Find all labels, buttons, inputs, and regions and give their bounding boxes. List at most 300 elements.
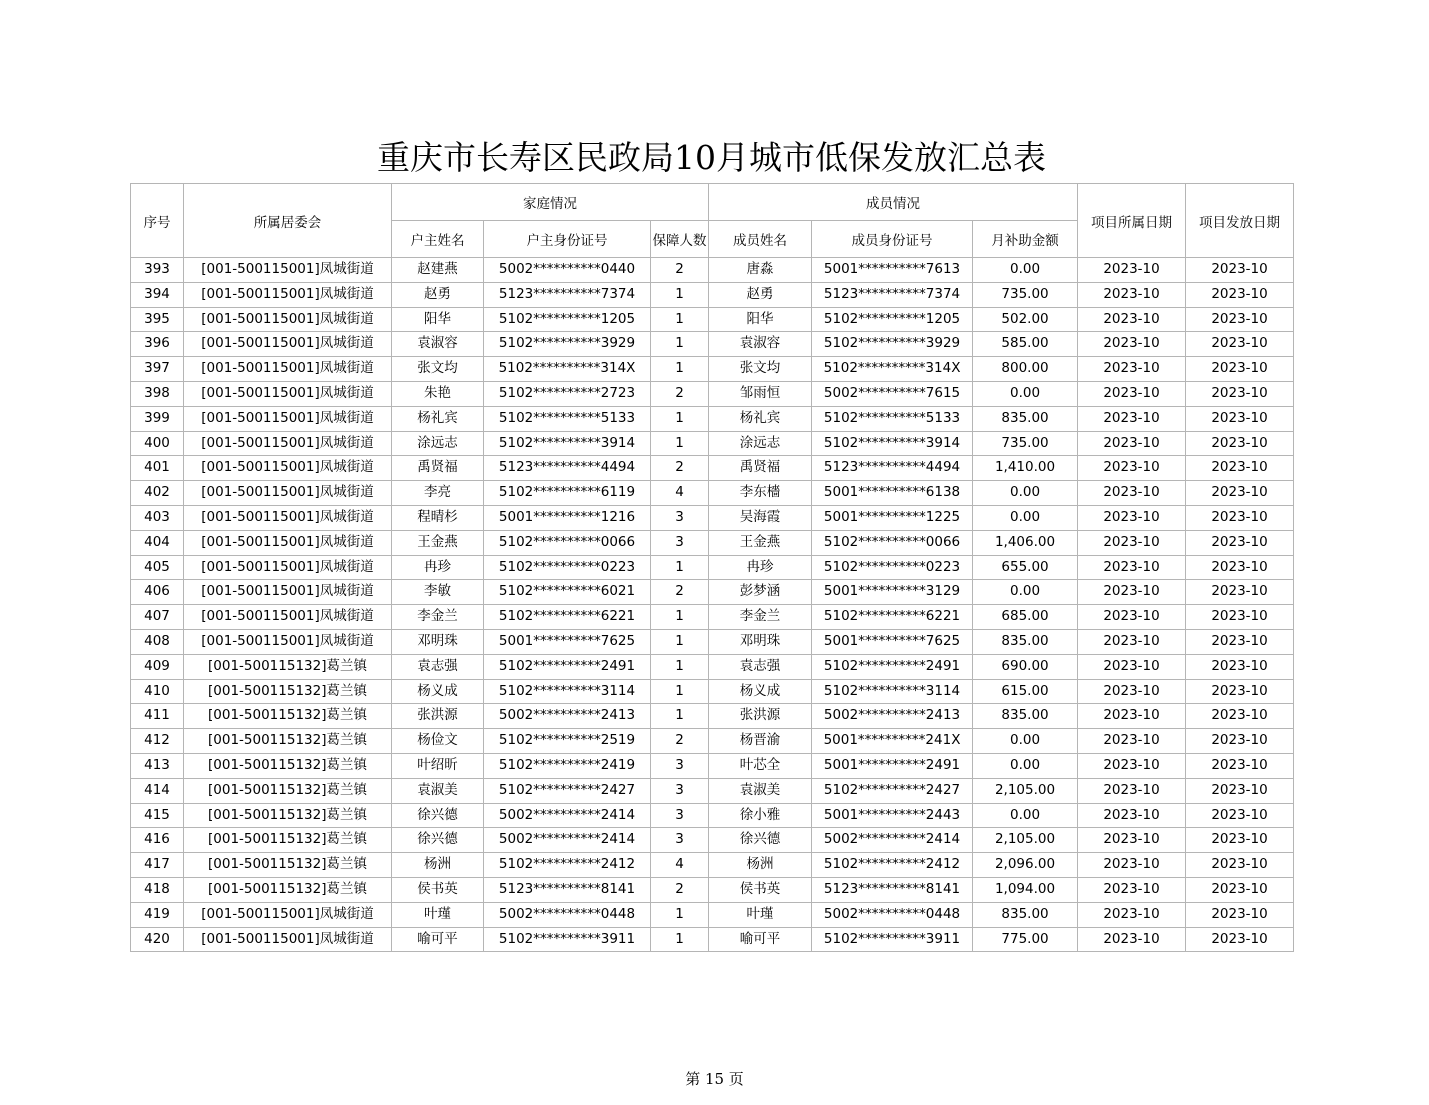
header-member-id: 成员身份证号 xyxy=(812,221,973,258)
project-date-cell: 2023-10 xyxy=(1078,778,1186,803)
table-row xyxy=(131,456,1294,481)
insured-count-cell: 2 xyxy=(651,381,709,406)
member-id-cell: 5123**********7374 xyxy=(812,282,973,307)
head-id-cell: 5102**********6221 xyxy=(484,605,651,630)
head-id-cell: 5102**********6119 xyxy=(484,481,651,506)
monthly-amount-cell: 835.00 xyxy=(973,902,1078,927)
monthly-amount-cell: 2,105.00 xyxy=(973,778,1078,803)
project-date-cell: 2023-10 xyxy=(1078,853,1186,878)
header-head-name: 户主姓名 xyxy=(392,221,484,258)
seq-cell: 402 xyxy=(131,481,184,506)
committee-cell: [001-500115001]凤城街道 xyxy=(184,605,392,630)
seq-cell: 417 xyxy=(131,853,184,878)
table-body xyxy=(131,258,1294,952)
committee-cell: [001-500115001]凤城街道 xyxy=(184,629,392,654)
head-name-cell: 徐兴德 xyxy=(392,803,484,828)
monthly-amount-cell: 615.00 xyxy=(973,679,1078,704)
committee-cell: [001-500115001]凤城街道 xyxy=(184,555,392,580)
project-date-cell: 2023-10 xyxy=(1078,555,1186,580)
project-date-cell: 2023-10 xyxy=(1078,258,1186,283)
seq-cell: 415 xyxy=(131,803,184,828)
insured-count-cell: 2 xyxy=(651,877,709,902)
head-id-cell: 5123**********8141 xyxy=(484,877,651,902)
insured-count-cell: 4 xyxy=(651,481,709,506)
member-id-cell: 5001**********7613 xyxy=(812,258,973,283)
committee-cell: [001-500115001]凤城街道 xyxy=(184,530,392,555)
project-date-cell: 2023-10 xyxy=(1078,381,1186,406)
head-id-cell: 5001**********7625 xyxy=(484,629,651,654)
member-id-cell: 5001**********241X xyxy=(812,729,973,754)
committee-cell: [001-500115132]葛兰镇 xyxy=(184,679,392,704)
member-name-cell: 杨晋渝 xyxy=(709,729,812,754)
monthly-amount-cell: 0.00 xyxy=(973,258,1078,283)
project-date-cell: 2023-10 xyxy=(1078,307,1186,332)
seq-cell: 411 xyxy=(131,704,184,729)
release-date-cell: 2023-10 xyxy=(1186,778,1294,803)
committee-cell: [001-500115001]凤城街道 xyxy=(184,431,392,456)
monthly-amount-cell: 0.00 xyxy=(973,803,1078,828)
project-date-cell: 2023-10 xyxy=(1078,927,1186,952)
page-number: 第 15 页 xyxy=(685,1070,744,1088)
seq-cell: 419 xyxy=(131,902,184,927)
committee-cell: [001-500115001]凤城街道 xyxy=(184,406,392,431)
member-name-cell: 喻可平 xyxy=(709,927,812,952)
member-id-cell: 5002**********0448 xyxy=(812,902,973,927)
seq-cell: 405 xyxy=(131,555,184,580)
project-date-cell: 2023-10 xyxy=(1078,357,1186,382)
head-id-cell: 5123**********4494 xyxy=(484,456,651,481)
committee-cell: [001-500115001]凤城街道 xyxy=(184,357,392,382)
insured-count-cell: 2 xyxy=(651,456,709,481)
member-id-cell: 5102**********1205 xyxy=(812,307,973,332)
head-name-cell: 杨义成 xyxy=(392,679,484,704)
monthly-amount-cell: 835.00 xyxy=(973,704,1078,729)
committee-cell: [001-500115001]凤城街道 xyxy=(184,927,392,952)
release-date-cell: 2023-10 xyxy=(1186,877,1294,902)
project-date-cell: 2023-10 xyxy=(1078,406,1186,431)
release-date-cell: 2023-10 xyxy=(1186,357,1294,382)
release-date-cell: 2023-10 xyxy=(1186,902,1294,927)
release-date-cell: 2023-10 xyxy=(1186,803,1294,828)
header-insured-count: 保障人数 xyxy=(651,221,709,258)
release-date-cell: 2023-10 xyxy=(1186,381,1294,406)
table-row xyxy=(131,307,1294,332)
release-date-cell: 2023-10 xyxy=(1186,679,1294,704)
project-date-cell: 2023-10 xyxy=(1078,828,1186,853)
head-id-cell: 5102**********1205 xyxy=(484,307,651,332)
seq-cell: 398 xyxy=(131,381,184,406)
member-name-cell: 侯书英 xyxy=(709,877,812,902)
table-row xyxy=(131,605,1294,630)
committee-cell: [001-500115001]凤城街道 xyxy=(184,580,392,605)
head-name-cell: 张洪源 xyxy=(392,704,484,729)
member-name-cell: 赵勇 xyxy=(709,282,812,307)
insured-count-cell: 3 xyxy=(651,753,709,778)
member-id-cell: 5102**********0066 xyxy=(812,530,973,555)
member-name-cell: 张文均 xyxy=(709,357,812,382)
seq-cell: 397 xyxy=(131,357,184,382)
header-family-group: 家庭情况 xyxy=(392,184,709,221)
member-name-cell: 袁淑容 xyxy=(709,332,812,357)
head-id-cell: 5102**********3911 xyxy=(484,927,651,952)
head-id-cell: 5102**********2491 xyxy=(484,654,651,679)
committee-cell: [001-500115001]凤城街道 xyxy=(184,456,392,481)
table-row xyxy=(131,431,1294,456)
table-row xyxy=(131,282,1294,307)
member-name-cell: 袁志强 xyxy=(709,654,812,679)
head-id-cell: 5002**********0440 xyxy=(484,258,651,283)
committee-cell: [001-500115001]凤城街道 xyxy=(184,481,392,506)
member-name-cell: 杨礼宾 xyxy=(709,406,812,431)
member-name-cell: 阳华 xyxy=(709,307,812,332)
committee-cell: [001-500115132]葛兰镇 xyxy=(184,828,392,853)
head-id-cell: 5002**********2414 xyxy=(484,803,651,828)
member-name-cell: 李东檣 xyxy=(709,481,812,506)
member-name-cell: 邹雨恒 xyxy=(709,381,812,406)
head-id-cell: 5102**********5133 xyxy=(484,406,651,431)
head-name-cell: 叶瑾 xyxy=(392,902,484,927)
head-id-cell: 5102**********3914 xyxy=(484,431,651,456)
seq-cell: 409 xyxy=(131,654,184,679)
head-name-cell: 袁淑容 xyxy=(392,332,484,357)
committee-cell: [001-500115132]葛兰镇 xyxy=(184,877,392,902)
table-row xyxy=(131,381,1294,406)
member-id-cell: 5001**********7625 xyxy=(812,629,973,654)
summary-table xyxy=(130,183,1294,952)
committee-cell: [001-500115132]葛兰镇 xyxy=(184,853,392,878)
insured-count-cell: 1 xyxy=(651,679,709,704)
member-name-cell: 徐小雅 xyxy=(709,803,812,828)
seq-cell: 420 xyxy=(131,927,184,952)
member-name-cell: 袁淑美 xyxy=(709,778,812,803)
insured-count-cell: 3 xyxy=(651,803,709,828)
release-date-cell: 2023-10 xyxy=(1186,406,1294,431)
monthly-amount-cell: 0.00 xyxy=(973,381,1078,406)
insured-count-cell: 1 xyxy=(651,704,709,729)
head-name-cell: 杨洲 xyxy=(392,853,484,878)
header-monthly-amount: 月补助金额 xyxy=(973,221,1078,258)
seq-cell: 412 xyxy=(131,729,184,754)
member-id-cell: 5002**********7615 xyxy=(812,381,973,406)
monthly-amount-cell: 0.00 xyxy=(973,580,1078,605)
project-date-cell: 2023-10 xyxy=(1078,803,1186,828)
head-name-cell: 叶绍昕 xyxy=(392,753,484,778)
member-id-cell: 5001**********2443 xyxy=(812,803,973,828)
project-date-cell: 2023-10 xyxy=(1078,877,1186,902)
table-row xyxy=(131,481,1294,506)
member-id-cell: 5102**********3914 xyxy=(812,431,973,456)
header-project-date: 项目所属日期 xyxy=(1078,184,1186,258)
head-name-cell: 李敏 xyxy=(392,580,484,605)
member-name-cell: 杨洲 xyxy=(709,853,812,878)
head-name-cell: 阳华 xyxy=(392,307,484,332)
project-date-cell: 2023-10 xyxy=(1078,580,1186,605)
insured-count-cell: 3 xyxy=(651,828,709,853)
release-date-cell: 2023-10 xyxy=(1186,282,1294,307)
member-id-cell: 5001**********2491 xyxy=(812,753,973,778)
seq-cell: 396 xyxy=(131,332,184,357)
member-name-cell: 涂远志 xyxy=(709,431,812,456)
monthly-amount-cell: 775.00 xyxy=(973,927,1078,952)
monthly-amount-cell: 585.00 xyxy=(973,332,1078,357)
member-id-cell: 5102**********2491 xyxy=(812,654,973,679)
member-id-cell: 5001**********1225 xyxy=(812,505,973,530)
seq-cell: 413 xyxy=(131,753,184,778)
project-date-cell: 2023-10 xyxy=(1078,704,1186,729)
project-date-cell: 2023-10 xyxy=(1078,332,1186,357)
table-row xyxy=(131,902,1294,927)
seq-cell: 395 xyxy=(131,307,184,332)
release-date-cell: 2023-10 xyxy=(1186,431,1294,456)
table-row xyxy=(131,877,1294,902)
release-date-cell: 2023-10 xyxy=(1186,704,1294,729)
member-name-cell: 杨义成 xyxy=(709,679,812,704)
committee-cell: [001-500115132]葛兰镇 xyxy=(184,704,392,729)
monthly-amount-cell: 0.00 xyxy=(973,729,1078,754)
insured-count-cell: 2 xyxy=(651,729,709,754)
insured-count-cell: 1 xyxy=(651,406,709,431)
header-release-date: 项目发放日期 xyxy=(1186,184,1294,258)
table-row xyxy=(131,332,1294,357)
member-name-cell: 李金兰 xyxy=(709,605,812,630)
table-row xyxy=(131,580,1294,605)
project-date-cell: 2023-10 xyxy=(1078,679,1186,704)
head-name-cell: 袁志强 xyxy=(392,654,484,679)
member-name-cell: 叶芯全 xyxy=(709,753,812,778)
seq-cell: 400 xyxy=(131,431,184,456)
member-name-cell: 禹贤福 xyxy=(709,456,812,481)
seq-cell: 404 xyxy=(131,530,184,555)
head-id-cell: 5002**********0448 xyxy=(484,902,651,927)
monthly-amount-cell: 655.00 xyxy=(973,555,1078,580)
head-id-cell: 5102**********314X xyxy=(484,357,651,382)
head-id-cell: 5102**********0223 xyxy=(484,555,651,580)
seq-cell: 408 xyxy=(131,629,184,654)
member-name-cell: 邓明珠 xyxy=(709,629,812,654)
header-seq: 序号 xyxy=(131,184,184,258)
table-row xyxy=(131,629,1294,654)
release-date-cell: 2023-10 xyxy=(1186,654,1294,679)
monthly-amount-cell: 835.00 xyxy=(973,629,1078,654)
committee-cell: [001-500115001]凤城街道 xyxy=(184,307,392,332)
insured-count-cell: 1 xyxy=(651,605,709,630)
table-row xyxy=(131,258,1294,283)
head-name-cell: 冉珍 xyxy=(392,555,484,580)
table-row xyxy=(131,803,1294,828)
member-id-cell: 5102**********6221 xyxy=(812,605,973,630)
member-id-cell: 5123**********8141 xyxy=(812,877,973,902)
monthly-amount-cell: 1,410.00 xyxy=(973,456,1078,481)
head-name-cell: 王金燕 xyxy=(392,530,484,555)
committee-cell: [001-500115132]葛兰镇 xyxy=(184,778,392,803)
insured-count-cell: 4 xyxy=(651,853,709,878)
project-date-cell: 2023-10 xyxy=(1078,629,1186,654)
seq-cell: 401 xyxy=(131,456,184,481)
member-name-cell: 唐淼 xyxy=(709,258,812,283)
seq-cell: 407 xyxy=(131,605,184,630)
committee-cell: [001-500115001]凤城街道 xyxy=(184,282,392,307)
insured-count-cell: 3 xyxy=(651,530,709,555)
seq-cell: 410 xyxy=(131,679,184,704)
member-id-cell: 5102**********3114 xyxy=(812,679,973,704)
release-date-cell: 2023-10 xyxy=(1186,753,1294,778)
head-id-cell: 5102**********3929 xyxy=(484,332,651,357)
member-name-cell: 徐兴德 xyxy=(709,828,812,853)
header-member-name: 成员姓名 xyxy=(709,221,812,258)
insured-count-cell: 2 xyxy=(651,258,709,283)
head-id-cell: 5102**********2419 xyxy=(484,753,651,778)
head-id-cell: 5102**********2723 xyxy=(484,381,651,406)
project-date-cell: 2023-10 xyxy=(1078,456,1186,481)
seq-cell: 418 xyxy=(131,877,184,902)
release-date-cell: 2023-10 xyxy=(1186,481,1294,506)
head-id-cell: 5002**********2413 xyxy=(484,704,651,729)
insured-count-cell: 3 xyxy=(651,505,709,530)
head-id-cell: 5102**********3114 xyxy=(484,679,651,704)
release-date-cell: 2023-10 xyxy=(1186,853,1294,878)
monthly-amount-cell: 835.00 xyxy=(973,406,1078,431)
project-date-cell: 2023-10 xyxy=(1078,902,1186,927)
seq-cell: 394 xyxy=(131,282,184,307)
insured-count-cell: 3 xyxy=(651,778,709,803)
head-name-cell: 赵建燕 xyxy=(392,258,484,283)
member-name-cell: 张洪源 xyxy=(709,704,812,729)
insured-count-cell: 1 xyxy=(651,431,709,456)
head-id-cell: 5001**********1216 xyxy=(484,505,651,530)
monthly-amount-cell: 1,406.00 xyxy=(973,530,1078,555)
committee-cell: [001-500115001]凤城街道 xyxy=(184,381,392,406)
monthly-amount-cell: 685.00 xyxy=(973,605,1078,630)
head-id-cell: 5102**********2412 xyxy=(484,853,651,878)
member-id-cell: 5102**********2412 xyxy=(812,853,973,878)
insured-count-cell: 1 xyxy=(651,555,709,580)
table-row xyxy=(131,679,1294,704)
table-row xyxy=(131,729,1294,754)
head-name-cell: 徐兴德 xyxy=(392,828,484,853)
release-date-cell: 2023-10 xyxy=(1186,605,1294,630)
monthly-amount-cell: 0.00 xyxy=(973,753,1078,778)
head-id-cell: 5102**********2519 xyxy=(484,729,651,754)
member-id-cell: 5102**********3929 xyxy=(812,332,973,357)
head-id-cell: 5102**********2427 xyxy=(484,778,651,803)
monthly-amount-cell: 0.00 xyxy=(973,481,1078,506)
table-row xyxy=(131,927,1294,952)
member-id-cell: 5002**********2413 xyxy=(812,704,973,729)
member-id-cell: 5002**********2414 xyxy=(812,828,973,853)
table-row xyxy=(131,753,1294,778)
member-name-cell: 彭梦涵 xyxy=(709,580,812,605)
monthly-amount-cell: 735.00 xyxy=(973,282,1078,307)
release-date-cell: 2023-10 xyxy=(1186,828,1294,853)
member-name-cell: 王金燕 xyxy=(709,530,812,555)
head-name-cell: 李亮 xyxy=(392,481,484,506)
head-name-cell: 张文均 xyxy=(392,357,484,382)
committee-cell: [001-500115132]葛兰镇 xyxy=(184,729,392,754)
release-date-cell: 2023-10 xyxy=(1186,307,1294,332)
project-date-cell: 2023-10 xyxy=(1078,431,1186,456)
table-row xyxy=(131,406,1294,431)
project-date-cell: 2023-10 xyxy=(1078,753,1186,778)
project-date-cell: 2023-10 xyxy=(1078,505,1186,530)
insured-count-cell: 1 xyxy=(651,654,709,679)
seq-cell: 416 xyxy=(131,828,184,853)
release-date-cell: 2023-10 xyxy=(1186,629,1294,654)
head-id-cell: 5123**********7374 xyxy=(484,282,651,307)
seq-cell: 406 xyxy=(131,580,184,605)
member-id-cell: 5102**********3911 xyxy=(812,927,973,952)
head-name-cell: 袁淑美 xyxy=(392,778,484,803)
release-date-cell: 2023-10 xyxy=(1186,456,1294,481)
release-date-cell: 2023-10 xyxy=(1186,555,1294,580)
table-row xyxy=(131,704,1294,729)
monthly-amount-cell: 735.00 xyxy=(973,431,1078,456)
table-row xyxy=(131,654,1294,679)
header-member-group: 成员情况 xyxy=(709,184,1078,221)
insured-count-cell: 1 xyxy=(651,307,709,332)
head-name-cell: 涂远志 xyxy=(392,431,484,456)
seq-cell: 393 xyxy=(131,258,184,283)
head-name-cell: 朱艳 xyxy=(392,381,484,406)
header-committee: 所属居委会 xyxy=(184,184,392,258)
table-row xyxy=(131,555,1294,580)
table-row xyxy=(131,828,1294,853)
head-name-cell: 侯书英 xyxy=(392,877,484,902)
monthly-amount-cell: 1,094.00 xyxy=(973,877,1078,902)
head-name-cell: 程晴杉 xyxy=(392,505,484,530)
release-date-cell: 2023-10 xyxy=(1186,258,1294,283)
seq-cell: 403 xyxy=(131,505,184,530)
committee-cell: [001-500115001]凤城街道 xyxy=(184,505,392,530)
insured-count-cell: 1 xyxy=(651,332,709,357)
release-date-cell: 2023-10 xyxy=(1186,729,1294,754)
insured-count-cell: 1 xyxy=(651,282,709,307)
insured-count-cell: 1 xyxy=(651,357,709,382)
release-date-cell: 2023-10 xyxy=(1186,332,1294,357)
table-row xyxy=(131,530,1294,555)
table-row xyxy=(131,357,1294,382)
member-id-cell: 5102**********314X xyxy=(812,357,973,382)
member-id-cell: 5102**********2427 xyxy=(812,778,973,803)
insured-count-cell: 1 xyxy=(651,927,709,952)
project-date-cell: 2023-10 xyxy=(1078,729,1186,754)
header-head-id: 户主身份证号 xyxy=(484,221,651,258)
head-name-cell: 赵勇 xyxy=(392,282,484,307)
head-name-cell: 喻可平 xyxy=(392,927,484,952)
insured-count-cell: 2 xyxy=(651,580,709,605)
member-id-cell: 5001**********6138 xyxy=(812,481,973,506)
head-id-cell: 5102**********0066 xyxy=(484,530,651,555)
project-date-cell: 2023-10 xyxy=(1078,282,1186,307)
committee-cell: [001-500115132]葛兰镇 xyxy=(184,654,392,679)
insured-count-cell: 1 xyxy=(651,629,709,654)
member-id-cell: 5102**********0223 xyxy=(812,555,973,580)
monthly-amount-cell: 2,096.00 xyxy=(973,853,1078,878)
table-row xyxy=(131,853,1294,878)
project-date-cell: 2023-10 xyxy=(1078,530,1186,555)
committee-cell: [001-500115132]葛兰镇 xyxy=(184,753,392,778)
release-date-cell: 2023-10 xyxy=(1186,505,1294,530)
head-id-cell: 5002**********2414 xyxy=(484,828,651,853)
monthly-amount-cell: 690.00 xyxy=(973,654,1078,679)
page-title: 重庆市长寿区民政局10月城市低保发放汇总表 xyxy=(377,138,1046,177)
project-date-cell: 2023-10 xyxy=(1078,605,1186,630)
release-date-cell: 2023-10 xyxy=(1186,580,1294,605)
project-date-cell: 2023-10 xyxy=(1078,481,1186,506)
head-name-cell: 杨礼宾 xyxy=(392,406,484,431)
committee-cell: [001-500115001]凤城街道 xyxy=(184,332,392,357)
member-name-cell: 冉珍 xyxy=(709,555,812,580)
table-row xyxy=(131,778,1294,803)
